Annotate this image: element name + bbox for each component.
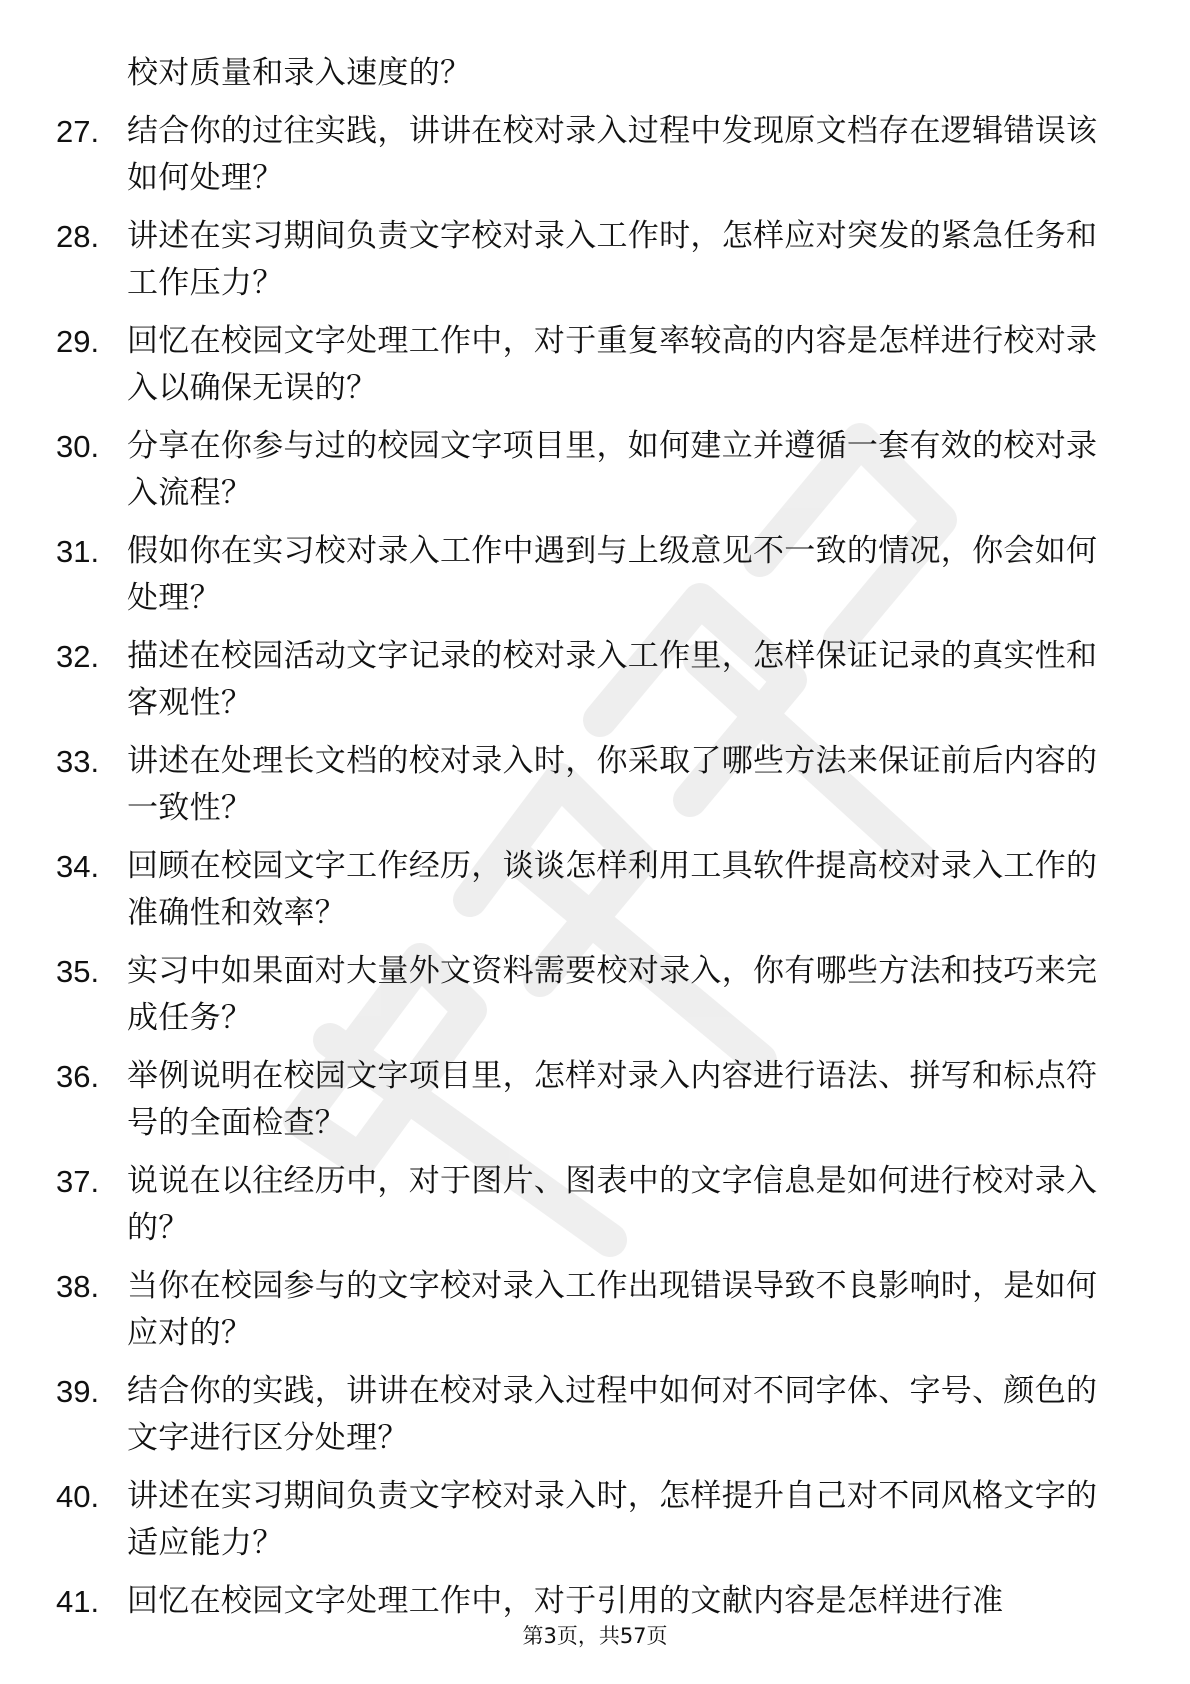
question-item [0,1053,1190,1147]
question-item [0,213,1190,307]
question-number: 34. [56,849,100,884]
page-footer: 第3页，共57页 [522,1624,668,1648]
question-item [0,948,1190,1042]
question-text: 说说在以往经历中，对于图片、图表中的文字信息是如何进行校对录入的？ [127,1163,1098,1246]
question-number: 30. [56,429,100,464]
question-text: 讲述在处理长文档的校对录入时，你采取了哪些方法来保证前后内容的一致性？ [127,743,1098,826]
question-text: 回顾在校园文字工作经历，谈谈怎样利用工具软件提高校对录入工作的准确性和效率？ [127,848,1098,931]
question-number: 37. [56,1164,100,1199]
question-number: 40. [56,1479,100,1514]
question-number: 32. [56,639,100,674]
question-item [0,738,1190,832]
question-text: 讲述在实习期间负责文字校对录入时，怎样提升自己对不同风格文字的适应能力？ [127,1478,1098,1561]
question-number: 35. [56,954,100,989]
question-item [0,1473,1190,1567]
question-text: 结合你的实践，讲讲在校对录入过程中如何对不同字体、字号、颜色的文字进行区分处理？ [127,1373,1098,1456]
question-number: 31. [56,534,100,569]
question-text: 结合你的过往实践，讲讲在校对录入过程中发现原文档存在逻辑错误该如何处理？ [127,113,1098,196]
question-number: 41. [56,1584,100,1619]
question-item [0,1368,1190,1462]
question-item [0,843,1190,937]
question-number: 38. [56,1269,100,1304]
question-item [0,108,1190,202]
question-text: 讲述在实习期间负责文字校对录入工作时，怎样应对突发的紧急任务和工作压力？ [127,218,1098,301]
continuation-line: 校对质量和录入速度的？ [127,55,472,91]
question-item [0,318,1190,412]
question-text: 实习中如果面对大量外文资料需要校对录入，你有哪些方法和技巧来完成任务？ [127,953,1098,1036]
question-text: 举例说明在校园文字项目里，怎样对录入内容进行语法、拼写和标点符号的全面检查？ [127,1058,1098,1141]
question-item [0,633,1190,727]
question-text: 分享在你参与过的校园文字项目里，如何建立并遵循一套有效的校对录入流程？ [127,428,1098,511]
question-number: 29. [56,324,100,359]
question-number: 39. [56,1374,100,1409]
question-item [0,1578,1190,1625]
question-number: 28. [56,219,100,254]
question-text: 回忆在校园文字处理工作中，对于重复率较高的内容是怎样进行校对录入以确保无误的？ [127,323,1098,406]
question-text: 当你在校园参与的文字校对录入工作出现错误导致不良影响时，是如何应对的？ [127,1268,1098,1351]
question-list [0,50,1190,1636]
question-number: 27. [56,114,100,149]
question-item [0,423,1190,517]
question-text: 假如你在实习校对录入工作中遇到与上级意见不一致的情况，你会如何处理？ [127,533,1098,616]
question-item [0,528,1190,622]
question-item [0,1263,1190,1357]
question-text: 回忆在校园文字处理工作中，对于引用的文献内容是怎样进行准 [127,1583,1004,1619]
question-text: 描述在校园活动文字记录的校对录入工作里，怎样保证记录的真实性和客观性？ [127,638,1098,721]
question-item [0,1158,1190,1252]
question-number: 36. [56,1059,100,1094]
question-number: 33. [56,744,100,779]
